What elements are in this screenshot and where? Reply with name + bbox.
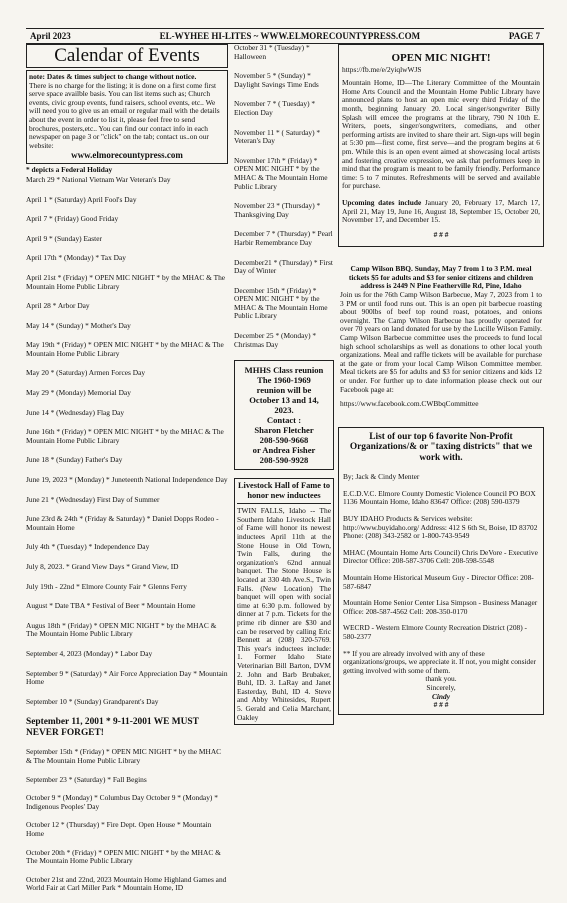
camp-heading: Camp Wilson BBQ. Sunday, May 7 from 1 to 3 P.M. meal tickets $5 for adults and $3 for senior citizens and children address is 2449 N Pine Featherville Rd, Pine, Idaho: [348, 264, 534, 291]
event-item: June 23rd & 24th * (Friday & Saturday) * Daniel Dopps Rodeo - Mountain Home: [26, 514, 219, 532]
event-item: October 21st and 22nd, 2023 Mountain Home Highland Games and World Fair at Carl Miller Park * Mountain Home, ID: [26, 874, 227, 893]
org-list: [343, 490, 539, 642]
event-item: August * Date TBA * Festival of Beer * Mountain Home: [26, 601, 196, 611]
event-item: April 9 * (Sunday) Easter: [26, 233, 102, 243]
event-item: October 20th * (Friday) * OPEN MIC NIGHT * by the MHAC & The Mountain Home Public Library: [26, 847, 221, 866]
event-item: Augus 18th * (Friday) * OPEN MIC NIGHT * by the MHAC & The Mountain Home Public Library: [26, 620, 217, 639]
reunion-line: October 13 and 14,: [249, 395, 319, 406]
event-item: April 21st * (Friday) * OPEN MIC NIGHT * by the MHAC & The Mountain Home Public Library: [26, 272, 226, 291]
middle-column: [234, 44, 334, 725]
page-header: [26, 28, 544, 44]
open-mic-body: Mountain Home, ID—The Literary Committee of the Mountain Home Arts Council and the Mountain Home Public Library have announced plans to host an open mic every third Friday of the month, beginning January 20. Local singer/songwriter Billy Splash will emcee the programs at the library, 790 N 10th E. Writers, poets, singer/songwriters, comedians, and other performing artists are invited to share their art. Sign-ups will begin at 5:30 pm—first come, first serve—and the program begins at 6 pm. While this is an open event aimed at showcasing local artists and fostering creative expression, we ask that performers keep in mind that the program is meant to be family friendly. Performance time: 5 to 7 minutes. Refreshments will be served and available for purchase.: [342, 78, 540, 191]
calendar-title: Calendar of Events: [26, 44, 228, 68]
reunion-line: Sharon Fletcher: [254, 425, 314, 436]
event-item: June 21 * (Wednesday) First Day of Summer: [26, 494, 160, 504]
livestock-body: TWIN FALLS, Idaho -- The Southern Idaho Livestock Hall of Fame will honor its newest inductees April 11th at the Stone House in Old Town, Twin Falls, during the organization's 62nd annual banquet. The Stone House is located at 330 4th Ave.S., Twin Falls. (New Location) The banquet will open with social time at 6:30 p.m. followed by dinner at 7 p.m. Tickets for the prime rib dinner are $30 and can be reserved by calling Eric Bennett at (208) 320-5769. This year's inductees include: 1. Former Idaho State Veterinarian Bill Barton, DVM 2. John and Barb Brubaker, Buhl, ID. 3. LaRay and Janet Easterday, Buhl, ID 4. Steve and Abby Whitesides, Rupert 5. Gerald and Celia Marchant, Oakley: [237, 506, 331, 722]
upcoming-label: Upcoming dates include: [342, 197, 422, 207]
note-text: There is no charge for the listing; it is done on a first come first serve space availble basis. You can list items such as; Church events, civic group events, fund raisers, school events, etc.. We will need you to give us an email or regular mail with the details about the event in order to list it, please feel free to send brochures, posters,etc.. You can find our contact info in each newspaper on page 3 or "click" on the tab; contact us..on our website:: [29, 80, 220, 150]
nonprofit-box: [338, 427, 544, 715]
event-item: June 14 * (Wednesday) Flag Day: [26, 407, 125, 417]
event-item: November 5 * (Sunday) * Daylight Savings Time Ends: [234, 71, 319, 89]
open-mic-link[interactable]: https://fb.me/e/2yiqlwWJS: [342, 64, 422, 74]
event-item: March 29 * National Vietnam War Veteran's Day: [26, 174, 171, 184]
event-item: July 4th * (Tuesday) * Independence Day: [26, 542, 150, 552]
event-item: November 23 * (Thursday) * Thanksgiving Day: [234, 201, 321, 219]
event-item: December 15th * (Friday) * OPEN MIC NIGHT * by the MHAC & The Mountain Home Public Library: [234, 285, 328, 321]
events-list-2: [26, 748, 228, 893]
event-item: April 7 * (Friday) Good Friday: [26, 214, 119, 224]
event-item: September 9 * (Saturday) * Air Force Appreciation Day * Mountain Home: [26, 668, 228, 687]
livestock-article: [234, 478, 334, 725]
legend: * depicts a Federal Holiday: [26, 165, 113, 175]
event-item: December 25 * (Monday) * Christmas Day: [234, 331, 317, 349]
event-item: December21 * (Thursday) * First Day of Winter: [234, 257, 333, 276]
event-item: June 19, 2023 * (Monday) * Juneteenth National Independence Day: [26, 475, 228, 485]
thanks: thank you.: [425, 674, 457, 684]
camp-link[interactable]: https://www.facebook.com.CWBbqCommittee: [340, 399, 479, 409]
website-link[interactable]: www.elmorecountypress.com: [71, 150, 183, 161]
event-item: September 23 * (Saturday) * Fall Begins: [26, 774, 147, 784]
camp-body: Join us for the 76th Camp Wilson Barbecue, May 7, 2023 from 1 to 3 PM or until food runs out. This is an open pit barbecue roasting about 900lbs of beef top round roast, potatoes, and onions overnight. The Camp Wilson Barbecue has proudly operated for over 70 years on land donated for use by the Lucille Wilson Family. Camp Wilson Barbecue committee uses the proceeds to fund local high school scholarships as well as donations to other local youth organizations. Meal and raffle tickets will be available for purchase at the gate or from your local Camp Wilson Committee member. Meal tickets are $5 for adults and $3 for senior citizens and kids 12 or under. For further up to date information please check out our Facebook page at:: [340, 290, 542, 394]
reunion-line: MHHS Class reunion: [244, 365, 324, 376]
event-item: November 11 * ( Saturday) * Veteran's Day: [234, 127, 321, 146]
events-list-3: [234, 44, 334, 349]
nonprofit-title: List of our top 6 favorite Non-Profit Organizations/& or "taxing districts" that we work with.: [349, 431, 533, 463]
org-entry: Mountain Home Historical Museum Guy - Director Office: 208-587-6847: [343, 573, 534, 591]
calendar-column: [26, 44, 228, 903]
reunion-line: or Andrea Fisher: [252, 445, 316, 456]
reunion-line: reunion will be: [256, 385, 312, 396]
open-mic-article: [338, 44, 544, 247]
event-item: November 7 * ( Tuesday) * Election Day: [234, 99, 316, 117]
nonprofit-closing: ** If you are already involved with any of these organizations/groups, we appreciate it. If not, you might consider getting involved with some of them.: [343, 648, 536, 675]
right-column: [338, 44, 544, 715]
header-paper: EL-WYHEE HI-LITES ~ WWW.ELMORECOUNTYPRESS.COM: [159, 31, 421, 41]
open-mic-upcoming: [342, 199, 540, 225]
org-entry: BUY IDAHO Products & Services website: http://www.buyidaho.org/ Address: 412 S 6th St, Boise, ID 83702 Phone: (208) 343-2582 or 1-800-743-9549: [343, 514, 538, 541]
header-date: April 2023: [30, 31, 71, 41]
sincerely: Sincerely,: [426, 682, 456, 692]
org-entry: Mountain Home Senior Center Lisa Simpson - Business Manager Office: 208-587-4562 Cell: 208-350-0170: [343, 598, 538, 616]
event-item: December 7 * (Thursday) * Pearl Harbir Remembrance Day: [234, 229, 333, 247]
org-entry: WECRD - Western Elmore County Recreation District (208) - 580-2377: [343, 623, 527, 641]
reunion-line: Contact :: [266, 415, 302, 426]
event-item: May 20 * (Saturday) Armen Forces Day: [26, 368, 146, 378]
livestock-title: Livestock Hall of Fame to honor new inductees: [237, 481, 331, 504]
calendar-note: [26, 70, 228, 164]
reunion-line: 2023.: [274, 405, 294, 416]
event-item: October 12 * (Thursday) * Fire Dept. Open House * Mountain Home: [26, 820, 212, 838]
event-item: April 17th * (Monday) * Tax Day: [26, 253, 126, 263]
reunion-line: 208-590-9928: [259, 455, 309, 466]
event-item: September 4, 2023 (Monday) * Labor Day: [26, 648, 153, 658]
event-item: June 18 * (Sunday) Father's Day: [26, 455, 123, 465]
event-item: July 8, 2023. * Grand View Days * Grand View, ID: [26, 562, 179, 571]
event-item: October 31 * (Tuesday) * Halloween: [234, 43, 310, 61]
event-item: November 17th * (Friday) * OPEN MIC NIGHT * by the MHAC & The Mountain Home Public Library: [234, 155, 328, 191]
event-item: April 28 * Arbor Day: [26, 301, 90, 311]
camp-wilson-article: [338, 261, 544, 413]
reunion-line: The 1960-1969: [257, 375, 311, 386]
nonprofit-end: # # #: [433, 700, 449, 710]
event-item: May 29 * (Monday) Memorial Day: [26, 388, 131, 398]
nonprofit-by: By; Jack & Cindy Menter: [343, 472, 420, 482]
header-page: PAGE 7: [508, 31, 540, 41]
open-mic-end: # # #: [433, 229, 449, 239]
sept11-banner: September 11, 2001 * 9-11-2001 WE MUST NEVER FORGET!: [26, 717, 199, 738]
event-item: September 10 * (Sunday) Grandparent's Day: [26, 696, 159, 706]
event-item: May 14 * (Sunday) * Mother's Day: [26, 320, 131, 330]
signature: Cindy: [431, 691, 451, 701]
event-item: October 9 * (Monday) * Columbus Day October 9 * (Monday) * Indigenous Peoples' Day: [26, 793, 218, 811]
org-entry: E.C.D.V.C. Elmore County Domestic Violence Council PO BOX 1136 Mountain Home, Idaho 83647 Office: (208) 590-0379: [343, 488, 536, 507]
event-item: June 16th * (Friday) * OPEN MIC NIGHT * by the MHAC & The Mountain Home Public Library: [26, 427, 224, 445]
mhhs-reunion-box: [234, 360, 334, 470]
note-bold: note: Dates & times subject to change without notice.: [29, 72, 197, 81]
reunion-line: 208-590-9668: [259, 435, 309, 446]
events-list: [26, 176, 228, 706]
event-item: May 19th * (Friday) * OPEN MIC NIGHT * by the MHAC & The Mountain Home Public Library: [26, 340, 224, 358]
event-item: September 15th * (Friday) * OPEN MIC NIGHT * by the MHAC & The Mountain Home Public Library: [26, 747, 222, 765]
event-item: July 19th - 22nd * Elmore County Fair * Glenns Ferry: [26, 581, 187, 591]
event-item: April 1 * (Saturday) April Fool's Day: [26, 194, 137, 204]
org-entry: MHAC (Mountain Home Arts Council) Chris DeVore - Executive Director Office: 208-587-3706 Cell: 208-598-5548: [343, 547, 538, 566]
upcoming-dates: January 20, February 17, March 17, April 21, May 19, June 16, August 18, September 15, October 20, November 17, and December 15.: [342, 197, 540, 225]
open-mic-title: OPEN MIC NIGHT!: [391, 52, 491, 64]
